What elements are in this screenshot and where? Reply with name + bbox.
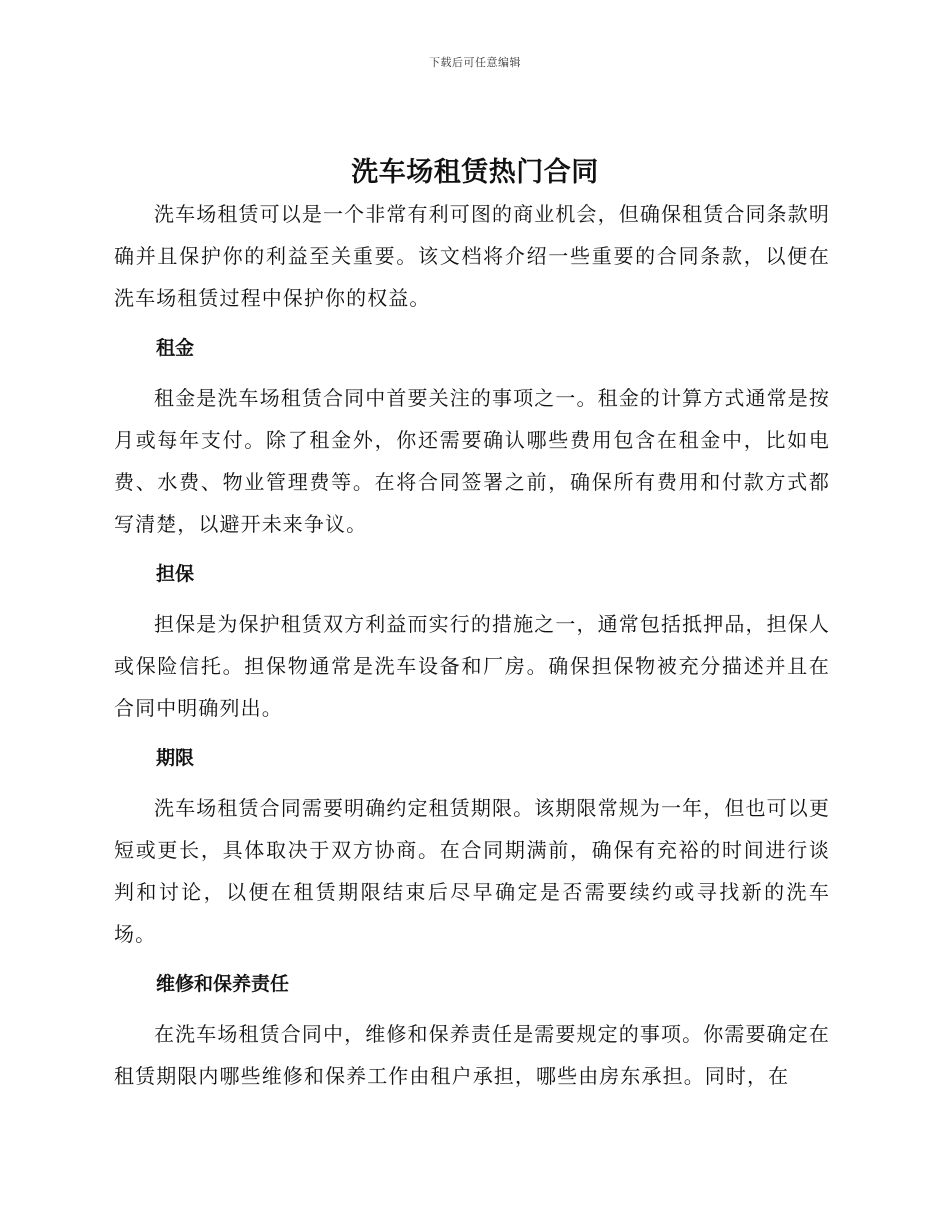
section-body-term: 洗车场租赁合同需要明确约定租赁期限。该期限常规为一年，但也可以更短或更长，具体取决于双方协商。在合同期满前，确保有充裕的时间进行谈判和讨论，以便在租赁期限结束后尽早确定是否需要续约或寻找新的洗车场。 [114, 796, 830, 946]
intro-paragraph: 洗车场租赁可以是一个非常有利可图的商业机会，但确保租赁合同条款明确并且保护你的利益至关重要。该文档将介绍一些重要的合同条款，以便在洗车场租赁过程中保护你的权益。 [114, 202, 830, 310]
document-body [114, 193, 830, 1097]
section-heading-guarantee: 担保 [156, 563, 195, 585]
document-title: 洗车场租赁热门合同 [351, 157, 599, 188]
section-body-maintenance: 在洗车场租赁合同中，维修和保养责任是需要规定的事项。你需要确定在租赁期限内哪些维修和保养工作由租户承担，哪些由房东承担。同时，在 [114, 1022, 830, 1088]
header-note: 下载后可任意编辑 [429, 56, 521, 69]
section-heading-term: 期限 [156, 747, 195, 769]
section-heading-maintenance: 维修和保养责任 [156, 973, 290, 995]
section-body-guarantee: 担保是为保护租赁双方利益而实行的措施之一，通常包括抵押品，担保人或保险信托。担保物通常是洗车设备和厂房。确保担保物被充分描述并且在合同中明确列出。 [114, 612, 830, 720]
section-heading-rent: 租金 [156, 337, 195, 359]
section-body-rent: 租金是洗车场租赁合同中首要关注的事项之一。租金的计算方式通常是按月或每年支付。除了租金外，你还需要确认哪些费用包含在租金中，比如电费、水费、物业管理费等。在将合同签署之前，确保所有费用和付款方式都写清楚，以避开未来争议。 [114, 386, 830, 536]
